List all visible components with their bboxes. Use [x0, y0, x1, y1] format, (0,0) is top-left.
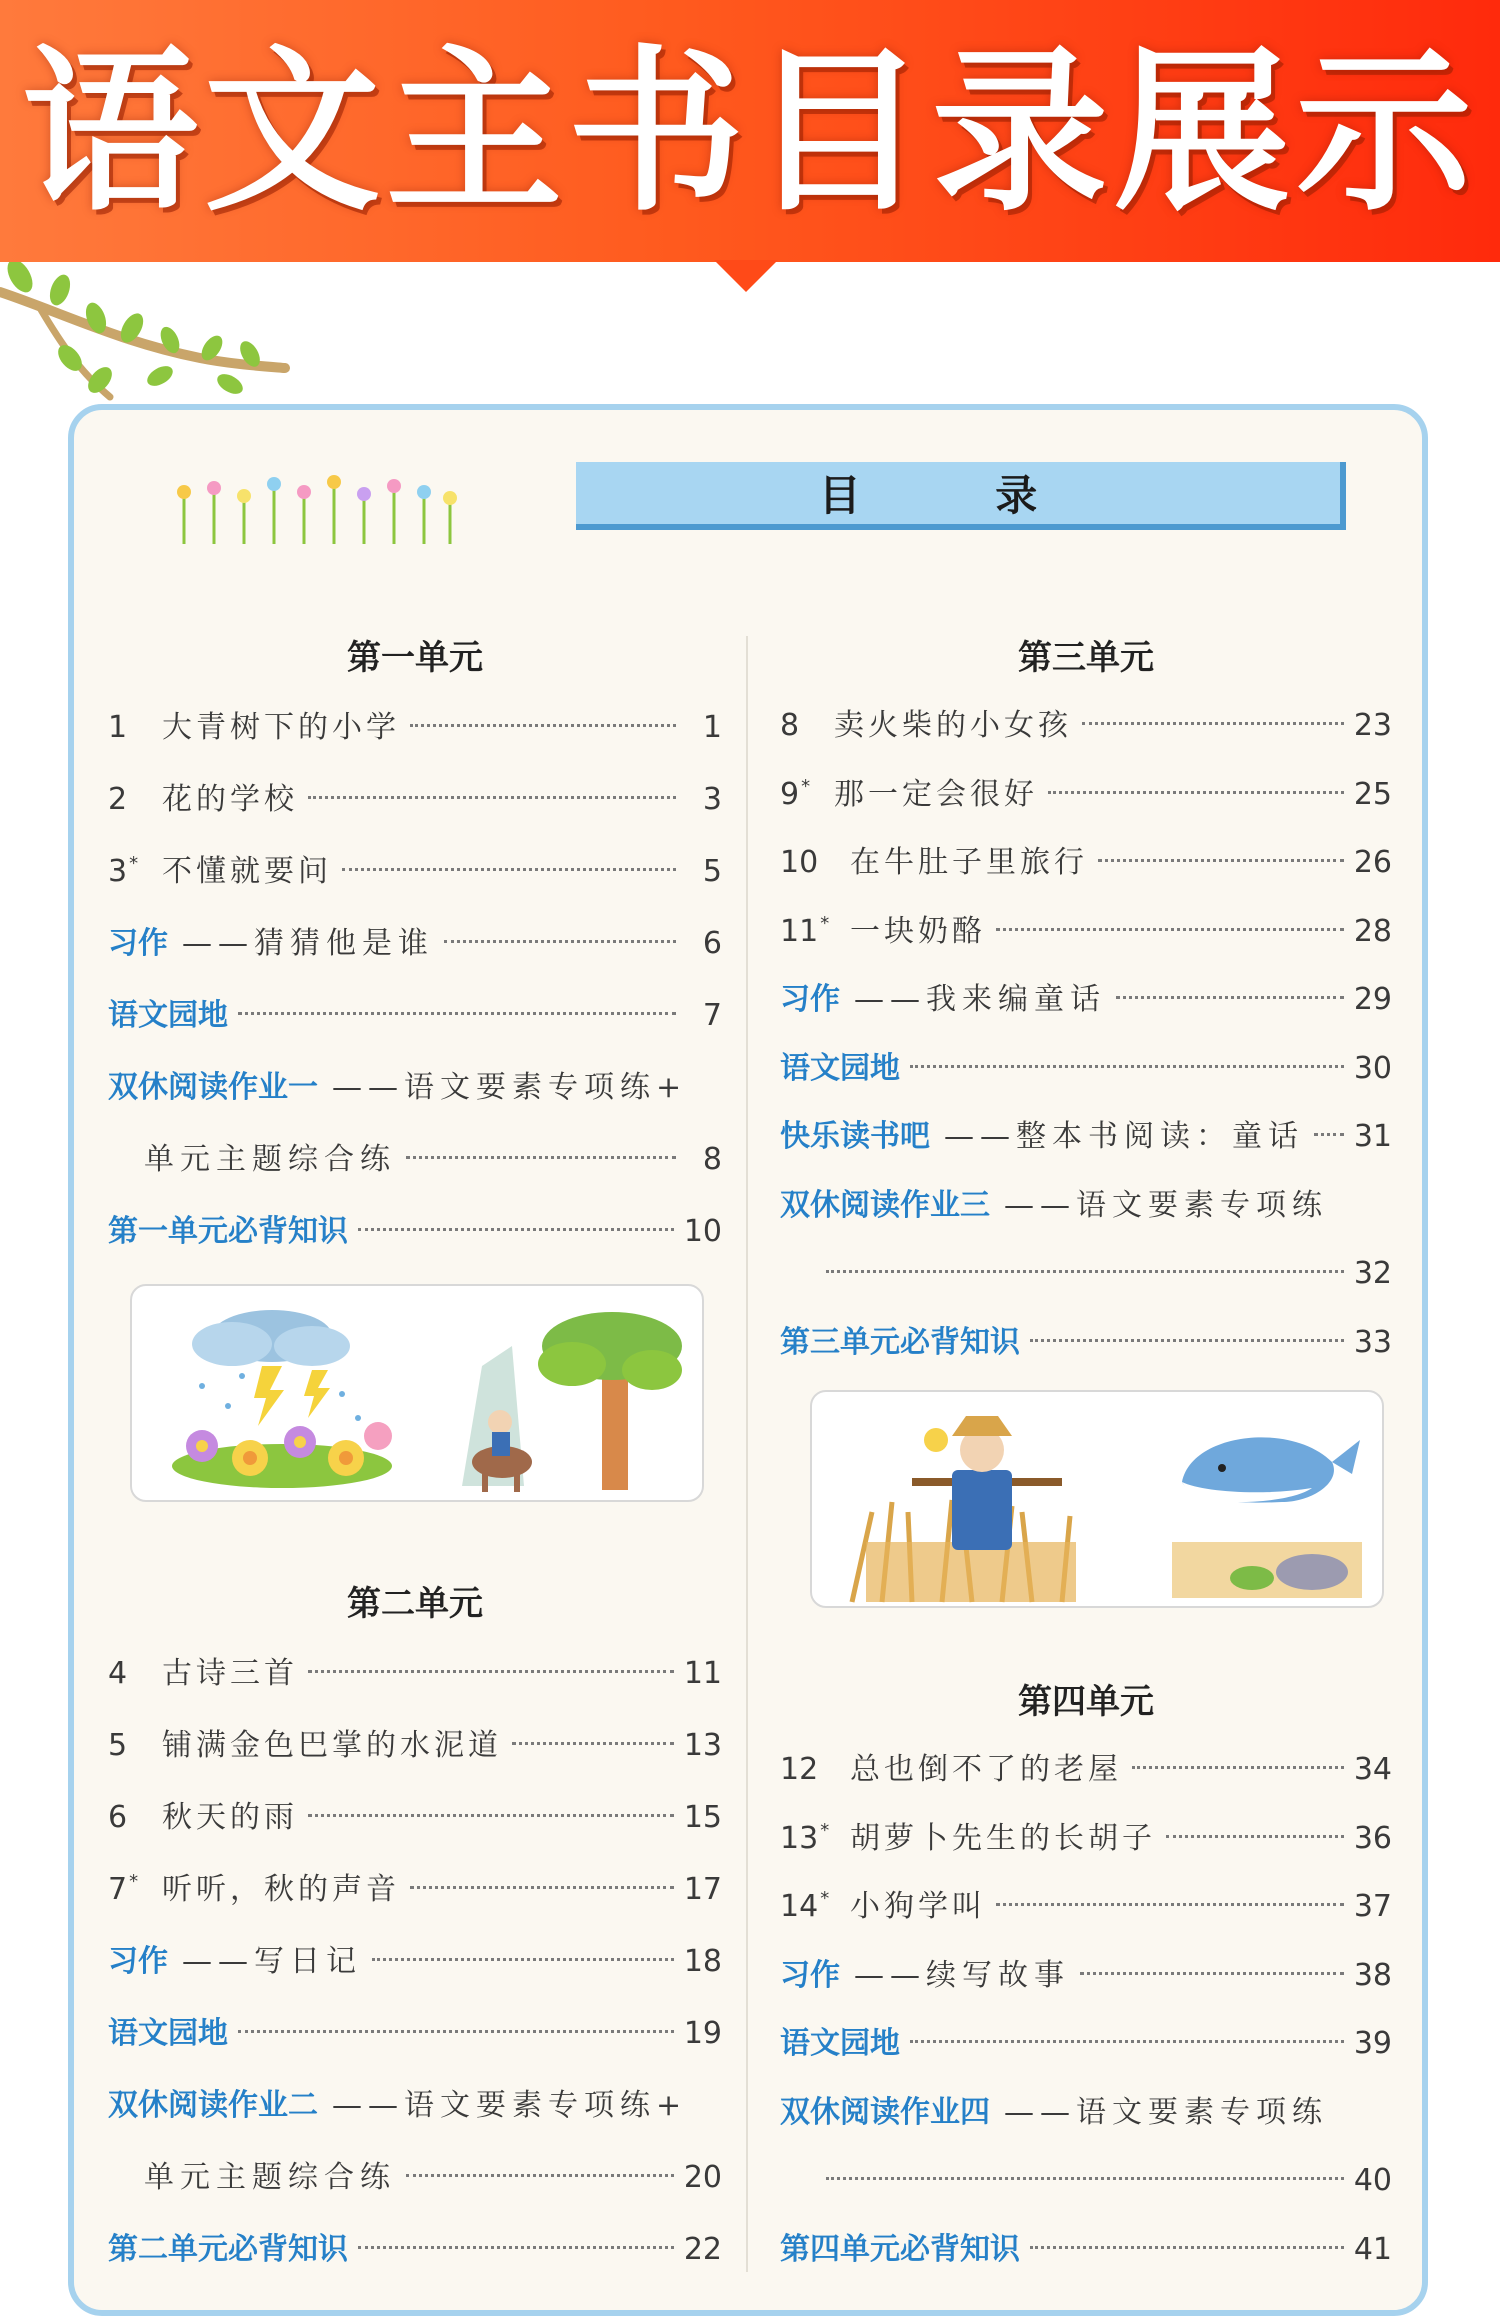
page-number: 11 — [683, 1656, 722, 1691]
toc-entry[interactable] — [108, 1796, 722, 1840]
toc-entry[interactable] — [108, 1940, 722, 1984]
toc-entry[interactable] — [780, 841, 1392, 885]
toc-entry[interactable] — [108, 1066, 722, 1110]
flowers-icon — [170, 466, 460, 546]
lesson-title: 一块奶酪 — [850, 913, 986, 949]
toc-entry[interactable] — [780, 2022, 1392, 2066]
lesson-title: 在牛肚子里旅行 — [850, 845, 1088, 880]
page-number: 32 — [1353, 1256, 1392, 1291]
page-number: 37 — [1353, 1889, 1392, 1924]
lesson-number: 7 * — [108, 1871, 139, 1907]
illustration-box-2 — [810, 1390, 1384, 1608]
page-number: 34 — [1353, 1752, 1392, 1787]
column-divider — [746, 636, 748, 2272]
section-label: 双休阅读作业二 — [108, 2088, 318, 2123]
page-number: 33 — [1353, 1324, 1392, 1360]
dot-leader — [406, 1156, 676, 1159]
toc-entry[interactable] — [108, 1210, 722, 1254]
page-title: 语文主书目录展示 — [21, 30, 1478, 235]
dot-leader — [406, 2174, 674, 2177]
toc-entry[interactable] — [108, 1652, 722, 1696]
optional-marker: * — [129, 853, 139, 874]
toc-entry[interactable] — [780, 2091, 1392, 2135]
lesson-number: 8 — [780, 708, 800, 743]
section-label: 语文园地 — [780, 2026, 900, 2061]
dot-leader — [826, 2177, 1344, 2180]
dot-leader — [826, 1270, 1344, 1273]
continued-title: 单元主题综合练 — [144, 1142, 396, 1177]
page-number: 20 — [683, 2160, 722, 2195]
optional-marker: * — [801, 775, 811, 797]
lesson-title: 古诗三首 — [162, 1656, 298, 1691]
page-number: 15 — [683, 1800, 722, 1835]
dot-leader — [1314, 1133, 1344, 1136]
section-label: 习作 — [108, 926, 168, 961]
lesson-title: 卖火柴的小女孩 — [834, 708, 1072, 743]
lesson-number: 14 * — [780, 1888, 830, 1924]
page-number: 40 — [1353, 2163, 1392, 2198]
toc-entry[interactable] — [780, 1115, 1392, 1159]
page-number: 13 — [683, 1728, 722, 1763]
dot-leader — [372, 1958, 674, 1961]
dot-leader — [996, 1903, 1344, 1906]
section-label: 第三单元必背知识 — [780, 1324, 1020, 1360]
banner-notch — [714, 260, 778, 292]
page-number: 23 — [1353, 708, 1392, 743]
dot-leader — [1030, 2246, 1344, 2249]
page-number: 19 — [683, 2016, 722, 2051]
lesson-number: 13 * — [780, 1819, 830, 1856]
dot-leader — [1166, 1835, 1344, 1838]
page-number: 41 — [1353, 2231, 1392, 2267]
dot-leader — [410, 724, 676, 727]
dot-leader — [308, 796, 676, 799]
optional-marker: * — [820, 912, 830, 934]
lesson-number: 2 — [108, 782, 128, 817]
section-label: 双休阅读作业一 — [108, 1070, 318, 1105]
page-number: 18 — [683, 1944, 722, 1979]
optional-marker: * — [129, 1871, 139, 1892]
lesson-title: 听听，秋的声音 — [162, 1872, 400, 1907]
toc-entry[interactable] — [780, 910, 1392, 954]
unit-title: 第二单元 — [347, 1584, 483, 1624]
section-label: 双休阅读作业三 — [780, 1187, 990, 1223]
toc-entry[interactable] — [108, 994, 722, 1038]
page-number: 1 — [702, 710, 722, 745]
dot-leader — [910, 1065, 1344, 1068]
lesson-title: 秋天的雨 — [162, 1800, 298, 1835]
page-number: 39 — [1353, 2026, 1392, 2061]
dot-leader — [444, 940, 676, 943]
page-number: 22 — [683, 2232, 722, 2267]
dot-leader — [308, 1814, 674, 1817]
section-label: 快乐读书吧 — [780, 1119, 930, 1154]
dot-leader — [1098, 859, 1344, 862]
illustration-box-1 — [130, 1284, 704, 1502]
dot-leader — [308, 1670, 674, 1673]
page-number: 28 — [1353, 913, 1392, 949]
dot-leader — [1116, 996, 1344, 999]
lesson-number: 6 — [108, 1800, 128, 1835]
toc-entry[interactable] — [780, 1748, 1392, 1792]
section-label: 语文园地 — [108, 998, 228, 1033]
dot-leader — [1080, 1972, 1344, 1975]
section-subtitle: ——猜猜他是谁 — [182, 926, 434, 961]
toc-entry[interactable] — [108, 2228, 722, 2272]
section-subtitle: ——语文要素专项练 — [1004, 2094, 1328, 2130]
optional-marker: * — [820, 1819, 830, 1841]
page-number: 29 — [1353, 982, 1392, 1017]
dot-leader — [512, 1742, 674, 1745]
dot-leader — [342, 868, 676, 871]
toc-entry[interactable] — [108, 2156, 722, 2200]
toc-entry[interactable] — [108, 1868, 722, 1912]
section-label: 习作 — [780, 982, 840, 1017]
page-number: 6 — [702, 926, 722, 961]
section-subtitle: ——整本书阅读：童话 — [944, 1119, 1304, 1154]
lesson-number: 12 — [780, 1752, 819, 1787]
section-subtitle: ——语文要素专项练+ — [332, 2088, 688, 2123]
page-number: 30 — [1353, 1050, 1392, 1086]
toc-entry[interactable] — [780, 1954, 1392, 1998]
dot-leader — [358, 1228, 674, 1231]
section-label: 第二单元必背知识 — [108, 2232, 348, 2267]
section-subtitle: ——我来编童话 — [854, 982, 1106, 1017]
unit-title: 第四单元 — [1018, 1682, 1154, 1722]
continued-title: 单元主题综合练 — [144, 2160, 396, 2195]
dot-leader — [996, 928, 1344, 931]
page-number: 26 — [1353, 845, 1392, 880]
rain-flowers-illustration — [132, 1286, 702, 1500]
page-number: 3 — [702, 782, 722, 817]
page-number: 7 — [702, 998, 722, 1033]
toc-entry[interactable] — [780, 2159, 1392, 2203]
page-number: 38 — [1353, 1957, 1392, 1993]
lesson-title: 不懂就要问 — [162, 854, 332, 889]
lesson-title: 胡萝卜先生的长胡子 — [850, 1820, 1156, 1856]
lesson-number: 10 — [780, 845, 819, 880]
section-label: 第一单元必背知识 — [108, 1214, 348, 1249]
toc-entry[interactable] — [108, 1138, 722, 1182]
page-number: 36 — [1353, 1820, 1392, 1856]
toc-entry[interactable] — [108, 1724, 722, 1768]
dot-leader — [238, 2030, 674, 2033]
dot-leader — [910, 2040, 1344, 2043]
toc-entry[interactable] — [108, 2084, 722, 2128]
lesson-title: 总也倒不了的老屋 — [850, 1752, 1122, 1787]
unit-title: 第三单元 — [1018, 638, 1154, 678]
page-number: 17 — [683, 1872, 722, 1907]
toc-entry[interactable] — [780, 1321, 1392, 1365]
section-label: 习作 — [108, 1944, 168, 1979]
dot-leader — [410, 1886, 674, 1889]
section-label: 习作 — [780, 1957, 840, 1993]
dot-leader — [1082, 722, 1344, 725]
title-banner — [0, 0, 1500, 262]
toc-heading: 目 录 — [576, 462, 1346, 530]
lesson-number: 9 * — [780, 775, 811, 812]
page-number: 10 — [683, 1214, 722, 1249]
optional-marker: * — [820, 1888, 830, 1909]
lesson-number: 1 — [108, 710, 128, 745]
toc-entry[interactable] — [780, 1817, 1392, 1861]
dot-leader — [1030, 1339, 1344, 1342]
unit-title: 第一单元 — [347, 638, 483, 678]
page-number: 31 — [1353, 1119, 1392, 1154]
page-number: 8 — [702, 1142, 722, 1177]
toc-entry[interactable] — [780, 2228, 1392, 2272]
lesson-number: 11 * — [780, 912, 830, 949]
lesson-number: 3 * — [108, 853, 139, 889]
lesson-title: 大青树下的小学 — [162, 710, 400, 745]
section-label: 双休阅读作业四 — [780, 2094, 990, 2130]
section-subtitle: ——语文要素专项练+ — [332, 1070, 688, 1105]
page-number: 25 — [1353, 776, 1392, 812]
dot-leader — [1132, 1766, 1344, 1769]
toc-entry[interactable] — [108, 778, 722, 822]
dot-leader — [1048, 791, 1344, 794]
lesson-title: 铺满金色巴掌的水泥道 — [162, 1728, 502, 1763]
toc-entry[interactable] — [780, 1047, 1392, 1091]
toc-entry[interactable] — [108, 850, 722, 894]
lesson-number: 4 — [108, 1656, 128, 1691]
branch-icon — [0, 262, 290, 412]
dot-leader — [238, 1012, 676, 1015]
toc-entry[interactable] — [780, 1885, 1392, 1929]
section-subtitle: ——续写故事 — [854, 1957, 1070, 1993]
toc-entry[interactable] — [780, 1184, 1392, 1228]
section-label: 第四单元必背知识 — [780, 2231, 1020, 2267]
section-label: 语文园地 — [780, 1050, 900, 1086]
scarecrow-illustration — [812, 1392, 1382, 1606]
section-subtitle: ——语文要素专项练 — [1004, 1187, 1328, 1223]
toc-entry[interactable] — [108, 922, 722, 966]
toc-entry[interactable] — [780, 1252, 1392, 1296]
lesson-title: 那一定会很好 — [834, 776, 1038, 812]
lesson-title: 小狗学叫 — [850, 1889, 986, 1924]
toc-entry[interactable] — [780, 704, 1392, 748]
toc-entry[interactable] — [780, 773, 1392, 817]
lesson-number: 5 — [108, 1728, 128, 1763]
toc-entry[interactable] — [108, 706, 722, 750]
dot-leader — [358, 2246, 674, 2249]
section-label: 语文园地 — [108, 2016, 228, 2051]
lesson-title: 花的学校 — [162, 782, 298, 817]
page-number: 5 — [702, 854, 722, 889]
section-subtitle: ——写日记 — [182, 1944, 362, 1979]
toc-entry[interactable] — [108, 2012, 722, 2056]
toc-entry[interactable] — [780, 978, 1392, 1022]
